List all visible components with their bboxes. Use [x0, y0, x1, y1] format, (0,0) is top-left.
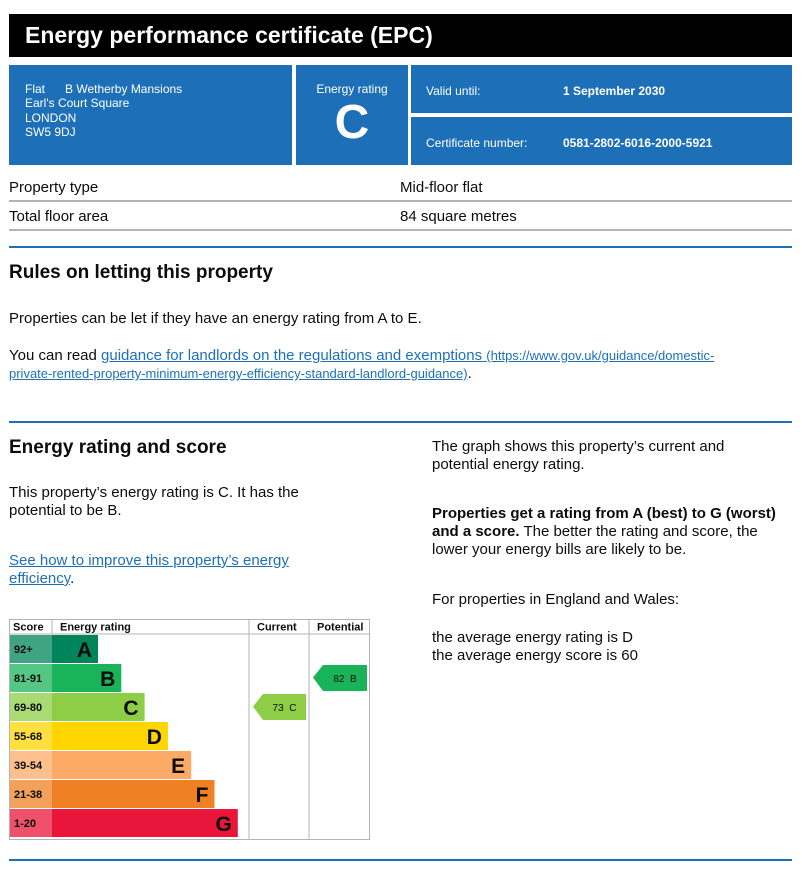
score-paragraph — [9, 484, 299, 520]
address-panel — [9, 65, 292, 165]
rating-band-letter: F — [195, 784, 209, 807]
guidance-link-text: guidance for landlords on the regulations and exemptions — [101, 347, 483, 364]
graph-column-header: Energy rating — [60, 621, 131, 634]
rating-scale-rest: The better the rating and score, the — [519, 523, 758, 540]
rating-band-f — [52, 780, 215, 808]
improve-link-line-2: efficiency — [9, 570, 71, 587]
valid-until-label: Valid until: — [426, 84, 481, 98]
rating-band-letter: D — [146, 726, 162, 749]
graph-column-header: Current — [257, 621, 297, 634]
average-rating-text — [432, 629, 638, 665]
graph-explanation-line-2: potential energy rating. — [432, 456, 585, 473]
guidance-suffix: . — [467, 365, 472, 382]
rating-scale-bold-2: and a score. — [432, 523, 520, 540]
guidance-link-url-2: private-rented-property-minimum-energy-efficiency-standard-landlord-guidance) — [9, 366, 468, 381]
rating-band-g — [52, 809, 238, 837]
improve-suffix: . — [70, 570, 75, 587]
current-rating-arrow-label: 73 C — [272, 703, 297, 714]
score-range-label: 55-68 — [14, 731, 43, 743]
england-wales-text: For properties in England and Wales: — [432, 591, 680, 608]
average-rating-line: the average energy rating is D — [432, 629, 633, 646]
epc-graph — [9, 619, 370, 840]
score-range-label: 92+ — [14, 644, 33, 656]
graph-column-header: Score — [13, 621, 44, 634]
floor-area-value: 84 square metres — [400, 208, 517, 225]
guidance-link-url-1: (https://www.gov.uk/guidance/domestic- — [486, 348, 715, 363]
rating-band-letter: B — [100, 668, 116, 691]
address-postcode: SW5 9DJ — [25, 124, 76, 139]
rating-band-letter: E — [171, 755, 186, 778]
guidance-link[interactable] — [9, 347, 714, 382]
property-type-value: Mid-floor flat — [400, 179, 483, 196]
property-type-label: Property type — [9, 179, 99, 196]
score-range-label: 21-38 — [14, 789, 43, 801]
address-line-3: LONDON — [25, 110, 77, 125]
epc-graph-svg — [9, 619, 370, 840]
letting-guidance-paragraph — [9, 347, 792, 383]
valid-until-value: 1 September 2030 — [563, 84, 666, 98]
valid-until-panel — [411, 65, 792, 113]
floor-area-label: Total floor area — [9, 208, 109, 225]
rating-scale-bold-1: Properties get a rating from A (best) to G (worst) — [432, 505, 776, 522]
improve-paragraph — [9, 552, 289, 588]
page-title: Energy performance certificate (EPC) — [25, 22, 433, 48]
graph-explanation-line-1: The graph shows this property’s current and — [432, 438, 725, 455]
rating-band-letter: G — [215, 813, 232, 836]
score-heading: Energy rating and score — [9, 437, 227, 458]
section-divider — [9, 421, 792, 423]
potential-rating-arrow-label: 82 B — [333, 674, 357, 685]
floor-area-row — [9, 202, 792, 231]
graph-column-header: Potential — [317, 621, 364, 634]
improve-link-line-1: See how to improve this property’s energy — [9, 552, 289, 569]
average-score-line: the average energy score is 60 — [432, 647, 638, 664]
certificate-number-value: 0581-2802-6016-2000-5921 — [563, 136, 713, 150]
rating-band-letter: A — [76, 639, 92, 662]
page-header — [9, 14, 792, 57]
section-divider — [9, 859, 792, 861]
score-range-label: 69-80 — [14, 702, 43, 714]
score-range-label: 39-54 — [14, 760, 43, 772]
property-type-row — [9, 173, 792, 202]
letting-paragraph: Properties can be let if they have an energy rating from A to E. — [9, 310, 422, 327]
rating-scale-explanation — [432, 505, 776, 559]
rating-band-letter: C — [123, 697, 139, 720]
score-paragraph-line-2: potential to be B. — [9, 502, 122, 519]
address-line-2: Earl's Court Square — [25, 96, 130, 111]
energy-rating-value: C — [334, 96, 370, 149]
letting-heading: Rules on letting this property — [9, 262, 273, 283]
graph-explanation — [432, 438, 724, 474]
improve-efficiency-link[interactable] — [9, 552, 289, 587]
section-divider — [9, 246, 792, 248]
guidance-prefix: You can read — [9, 347, 102, 364]
energy-rating-panel — [296, 65, 408, 165]
score-paragraph-line-1: This property’s energy rating is C. It has the — [9, 484, 299, 501]
energy-rating-label: Energy rating — [316, 82, 388, 96]
rating-scale-line-3: lower your energy bills are likely to be. — [432, 541, 687, 558]
score-range-label: 1-20 — [14, 818, 37, 830]
address-line-1: Flat B Wetherby Mansions — [25, 82, 183, 96]
certificate-number-panel — [411, 117, 792, 165]
certificate-number-label: Certificate number: — [426, 136, 528, 150]
score-range-label: 81-91 — [14, 673, 43, 685]
